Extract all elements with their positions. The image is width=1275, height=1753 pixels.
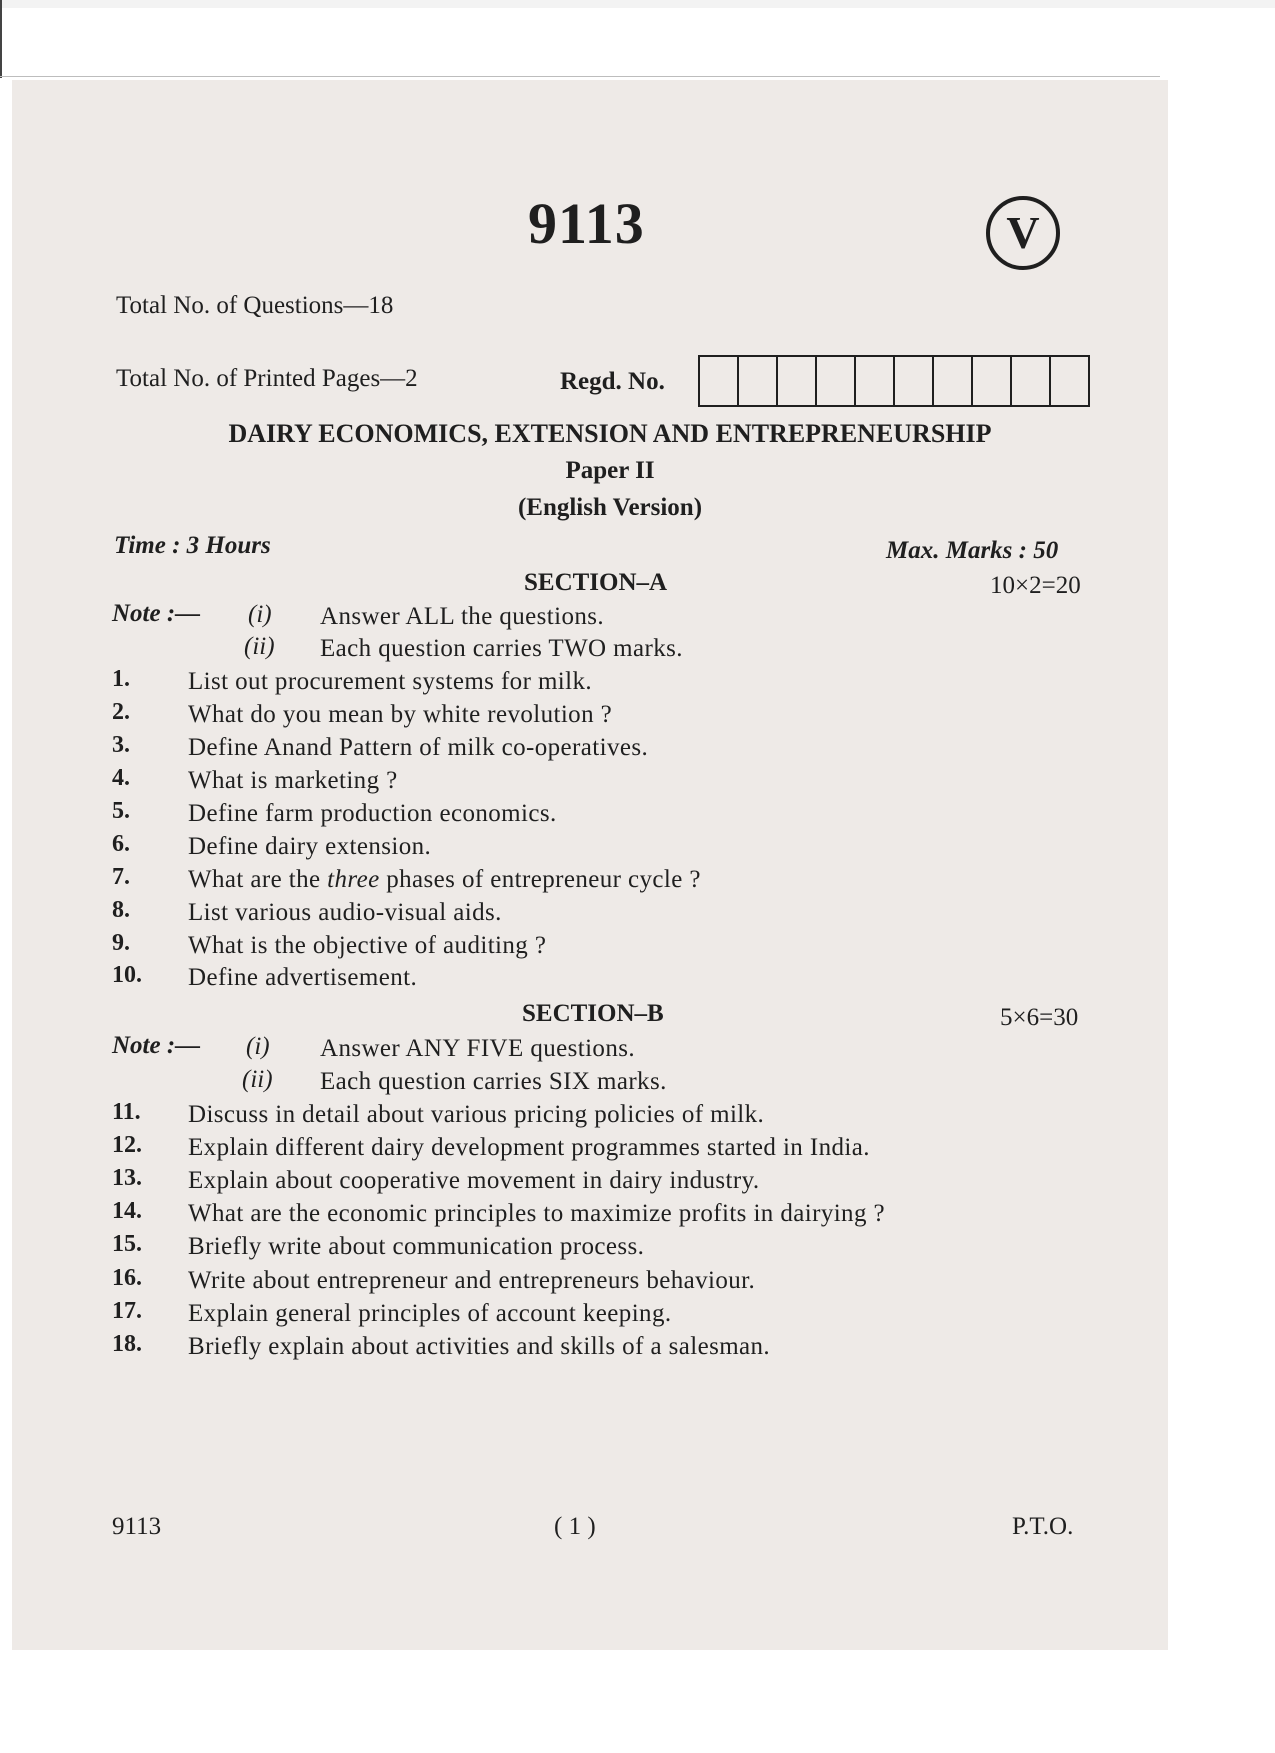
- max-marks: Max. Marks : 50: [886, 537, 1059, 564]
- total-questions: [116, 292, 393, 320]
- question-text: Explain about cooperative movement in dairy industry.: [188, 1167, 760, 1194]
- question-number: 1.: [112, 666, 130, 692]
- regd-digit-box: [1012, 357, 1051, 405]
- regd-digit-box: [895, 357, 934, 405]
- subject-title: DAIRY ECONOMICS, EXTENSION AND ENTREPRENEURSHIP: [228, 419, 992, 448]
- question-text-part: What are the: [188, 866, 328, 893]
- question-text: Discuss in detail about various pricing policies of milk.: [188, 1101, 765, 1128]
- section-b-note-text: Each question carries SIX marks.: [320, 1068, 667, 1095]
- question-number: 4.: [112, 765, 130, 791]
- question-text: What are the economic principles to maximize profits in dairying ?: [188, 1200, 886, 1227]
- paper-number: Paper II: [565, 457, 655, 484]
- question-number: 16.: [112, 1265, 142, 1291]
- question-text: Write about entrepreneur and entrepreneurs behaviour.: [188, 1267, 756, 1294]
- total-pages: Total No. of Printed Pages—2: [116, 365, 418, 392]
- question-number: 15.: [112, 1231, 142, 1257]
- question-number: 10.: [112, 962, 142, 988]
- version-mark-circle: V: [986, 196, 1060, 270]
- question-number: 14.: [112, 1198, 142, 1224]
- question-text-emphasis: three: [327, 866, 380, 893]
- time-allowed: Time : 3 Hours: [114, 532, 271, 559]
- question-number: 11.: [112, 1099, 141, 1125]
- question-number: 5.: [112, 798, 130, 824]
- scan-left-edge: [0, 0, 2, 78]
- total-questions-text: Total No. of Questions—18: [116, 292, 394, 319]
- question-text: List out procurement systems for milk.: [188, 668, 593, 695]
- question-number: 2.: [112, 699, 130, 725]
- question-text: Briefly explain about activities and skills of a salesman.: [188, 1333, 771, 1360]
- question-text: [188, 866, 701, 894]
- question-text: Explain general principles of account keeping.: [188, 1300, 672, 1327]
- section-a-note-label: Note :—: [112, 600, 201, 627]
- section-a-note-num: (ii): [244, 633, 275, 660]
- section-a-note-text: Answer ALL the questions.: [320, 603, 605, 630]
- regd-digit-box: [778, 357, 817, 405]
- question-text: Explain different dairy development programmes started in India.: [188, 1134, 870, 1161]
- regd-digit-box: [973, 357, 1012, 405]
- question-number: 6.: [112, 831, 130, 857]
- question-text: Define farm production economics.: [188, 800, 557, 827]
- pto-label: P.T.O.: [1012, 1513, 1074, 1540]
- question-text: List various audio-visual aids.: [188, 899, 502, 926]
- section-b-note-text: Answer ANY FIVE questions.: [320, 1035, 636, 1062]
- question-number: 3.: [112, 732, 130, 758]
- question-number: 13.: [112, 1165, 142, 1191]
- section-a-note-num: (i): [248, 601, 272, 628]
- regd-digit-box: [856, 357, 895, 405]
- page-number: ( 1 ): [554, 1513, 596, 1540]
- version-label: (English Version): [517, 494, 703, 521]
- question-number: 18.: [112, 1331, 142, 1357]
- section-a-heading: SECTION–A: [524, 569, 668, 596]
- section-a-note-text: Each question carries TWO marks.: [320, 635, 683, 662]
- question-text: What do you mean by white revolution ?: [188, 701, 613, 728]
- regd-label: Regd. No.: [560, 368, 665, 395]
- question-text: What is the objective of auditing ?: [188, 932, 547, 959]
- footer-paper-code: 9113: [112, 1513, 162, 1540]
- question-number: 9.: [112, 930, 130, 956]
- question-number: 17.: [112, 1298, 142, 1324]
- regd-digit-box: [1051, 357, 1088, 405]
- regd-digit-box: [700, 357, 739, 405]
- section-b-note-label: Note :—: [112, 1032, 201, 1059]
- section-a-marks: 10×2=20: [990, 572, 1081, 599]
- question-number: 7.: [112, 864, 130, 890]
- section-b-heading: SECTION–B: [522, 1000, 664, 1027]
- section-b-marks: 5×6=30: [1000, 1004, 1079, 1031]
- scan-top-edge: [0, 0, 1275, 8]
- section-b-note-num: (ii): [242, 1066, 273, 1093]
- section-b-note-num: (i): [246, 1033, 270, 1060]
- question-text: Briefly write about communication process.: [188, 1233, 645, 1260]
- question-text: What is marketing ?: [188, 767, 398, 794]
- question-text-part: phases of entrepreneur cycle ?: [379, 866, 701, 893]
- paper-code: 9113: [528, 191, 645, 256]
- regd-digit-box: [934, 357, 973, 405]
- question-text: Define advertisement.: [188, 964, 418, 991]
- regd-digit-box: [817, 357, 856, 405]
- scan-border-line: [0, 76, 1160, 77]
- question-number: 8.: [112, 897, 130, 923]
- regd-digit-box: [739, 357, 778, 405]
- regd-number-boxes: [698, 355, 1090, 407]
- question-number: 12.: [112, 1132, 142, 1158]
- question-text: Define Anand Pattern of milk co-operatives.: [188, 734, 649, 761]
- question-text: Define dairy extension.: [188, 833, 432, 860]
